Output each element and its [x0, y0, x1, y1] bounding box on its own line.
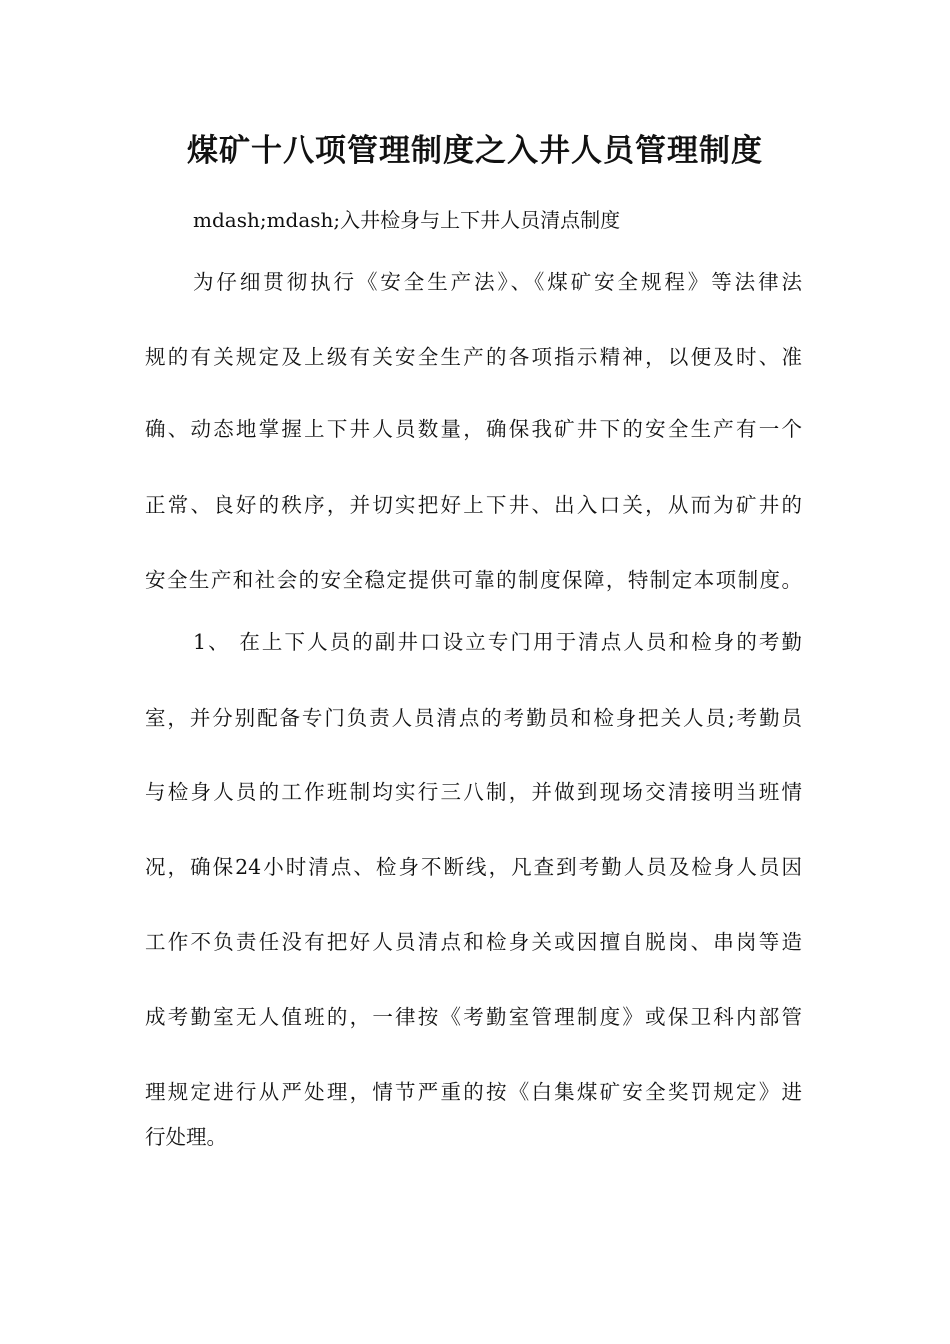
- document-subtitle: mdash;mdash;入井检身与上下井人员清点制度: [193, 208, 621, 232]
- paragraph-1-line: 正常、良好的秩序，并切实把好上下井、出入口关，从而为矿井的: [145, 493, 802, 517]
- paragraph-2-line: 行处理。: [145, 1125, 227, 1149]
- paragraph-2-line: 室，并分别配备专门负责人员清点的考勤员和检身把关人员;考勤员: [145, 706, 802, 730]
- paragraph-2-line: 成考勤室无人值班的，一律按《考勤室管理制度》或保卫科内部管: [145, 1005, 802, 1029]
- paragraph-1-line: 确、动态地掌握上下井人员数量，确保我矿井下的安全生产有一个: [145, 417, 802, 441]
- paragraph-1-line: 规的有关规定及上级有关安全生产的各项指示精神，以便及时、准: [145, 345, 802, 369]
- paragraph-1-line: 安全生产和社会的安全稳定提供可靠的制度保障，特制定本项制度。: [145, 568, 802, 592]
- paragraph-2-line: 况，确保24小时清点、检身不断线，凡查到考勤人员及检身人员因: [145, 855, 802, 879]
- paragraph-2-line: 1、 在上下人员的副井口设立专门用于清点人员和检身的考勤: [193, 630, 802, 654]
- document-title: 煤矿十八项管理制度之入井人员管理制度: [187, 133, 763, 169]
- paragraph-1-line: 为仔细贯彻执行《安全生产法》、《煤矿安全规程》等法律法: [193, 270, 802, 294]
- paragraph-2-line: 与检身人员的工作班制均实行三八制，并做到现场交清接明当班情: [145, 780, 802, 804]
- paragraph-2-line: 理规定进行从严处理，情节严重的按《白集煤矿安全奖罚规定》进: [145, 1080, 802, 1104]
- paragraph-2-line: 工作不负责任没有把好人员清点和检身关或因擅自脱岗、串岗等造: [145, 930, 802, 954]
